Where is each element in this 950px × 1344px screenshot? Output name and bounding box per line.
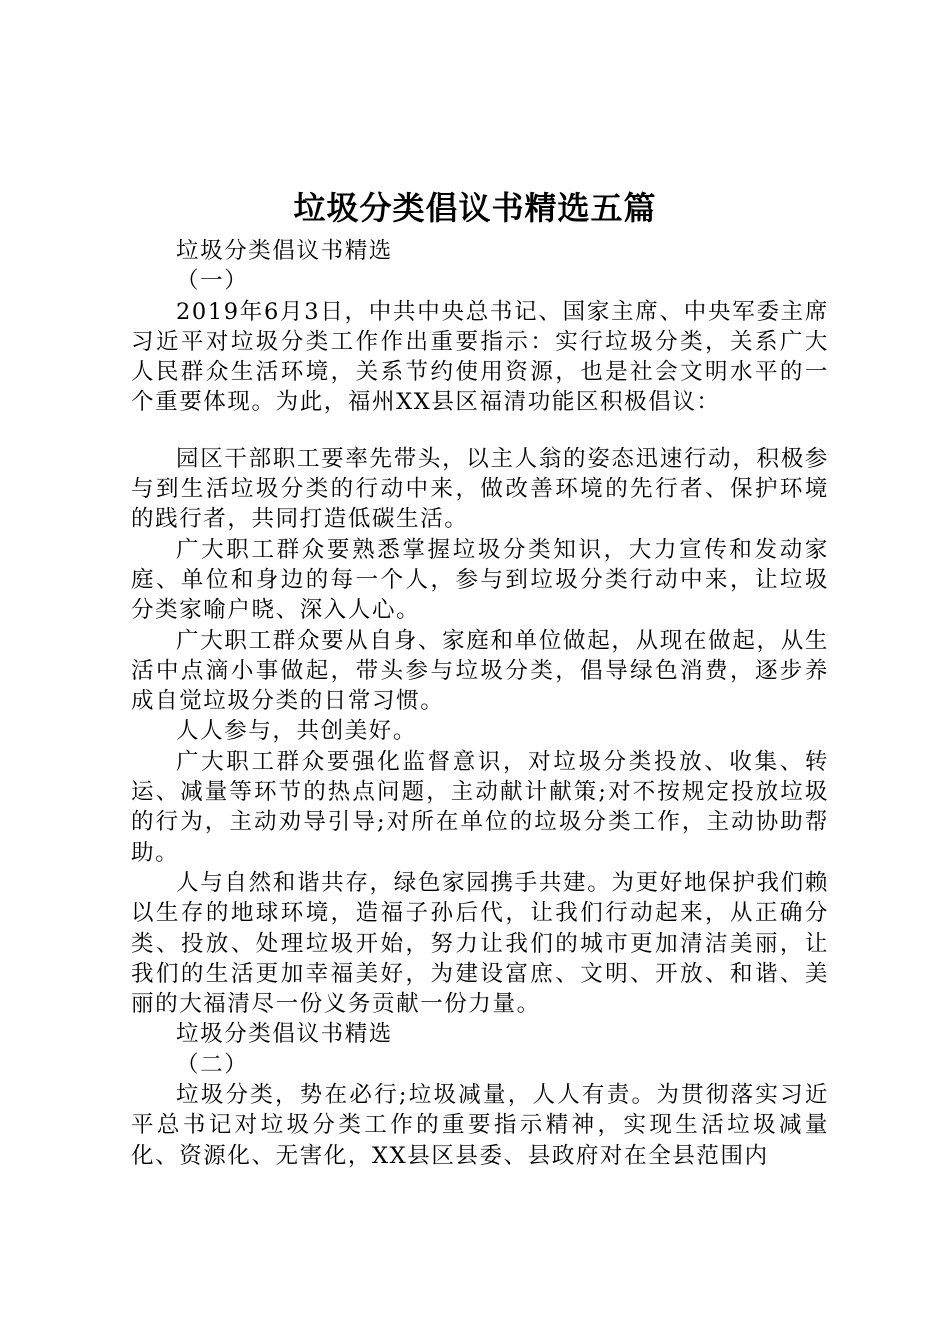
paragraph: 2019年6月3日，中共中央总书记、国家主席、中央军委主席习近平对垃圾分类工作作出重要指示：实行垃圾分类，关系广大人民群众生活环境，关系节约使用资源，也是社会文明水平的一个重要体现。为此，福州XX县区福清功能区积极倡议： bbox=[131, 298, 829, 416]
paragraph: 垃圾分类，势在必行;垃圾减量，人人有责。为贯彻落实习近平总书记对垃圾分类工作的重要指示精神，实现生活垃圾减量化、资源化、无害化，XX县区县委、县政府对在全县范围内 bbox=[131, 1082, 829, 1169]
paragraph-gap bbox=[131, 418, 829, 444]
document-title: 垃圾分类倡议书精选五篇 bbox=[293, 189, 657, 227]
document-body bbox=[131, 236, 829, 1171]
paragraph: 广大职工群众要熟悉掌握垃圾分类知识，大力宣传和发动家庭、单位和身边的每一个人，参与到垃圾分类行动中来，让垃圾分类家喻户晓、深入人心。 bbox=[131, 536, 829, 624]
paragraph: 人与自然和谐共存，绿色家园携手共建。为更好地保护我们赖以生存的地球环境，造福子孙后代，让我们行动起来，从正确分类、投放、处理垃圾开始，努力让我们的城市更加清洁美丽，让我们的生活更加幸福美好，为建设富庶、文明、开放、和谐、美丽的大福清尽一份义务贡献一份力量。 bbox=[131, 869, 829, 1018]
section-number: （二） bbox=[176, 1051, 249, 1078]
section-heading: 垃圾分类倡议书精选 bbox=[176, 1021, 393, 1048]
paragraph: 广大职工群众要从自身、家庭和单位做起，从现在做起，从生活中点滴小事做起，带头参与垃圾分类，倡导绿色消费，逐步养成自觉垃圾分类的日常习惯。 bbox=[131, 627, 829, 715]
paragraph: 广大职工群众要强化监督意识，对垃圾分类投放、收集、转运、减量等环节的热点问题，主动献计献策;对不按规定投放垃圾的行为，主动劝导引导;对所在单位的垃圾分类工作，主动协助帮助。 bbox=[131, 748, 829, 866]
section-heading: 垃圾分类倡议书精选 bbox=[176, 238, 393, 264]
section-number: （一） bbox=[176, 268, 249, 295]
paragraph: 园区干部职工要率先带头，以主人翁的姿态迅速行动，积极参与到生活垃圾分类的行动中来，做改善环境的先行者、保护环境的践行者，共同打造低碳生活。 bbox=[131, 445, 829, 533]
paragraph: 人人参与，共创美好。 bbox=[176, 718, 418, 745]
